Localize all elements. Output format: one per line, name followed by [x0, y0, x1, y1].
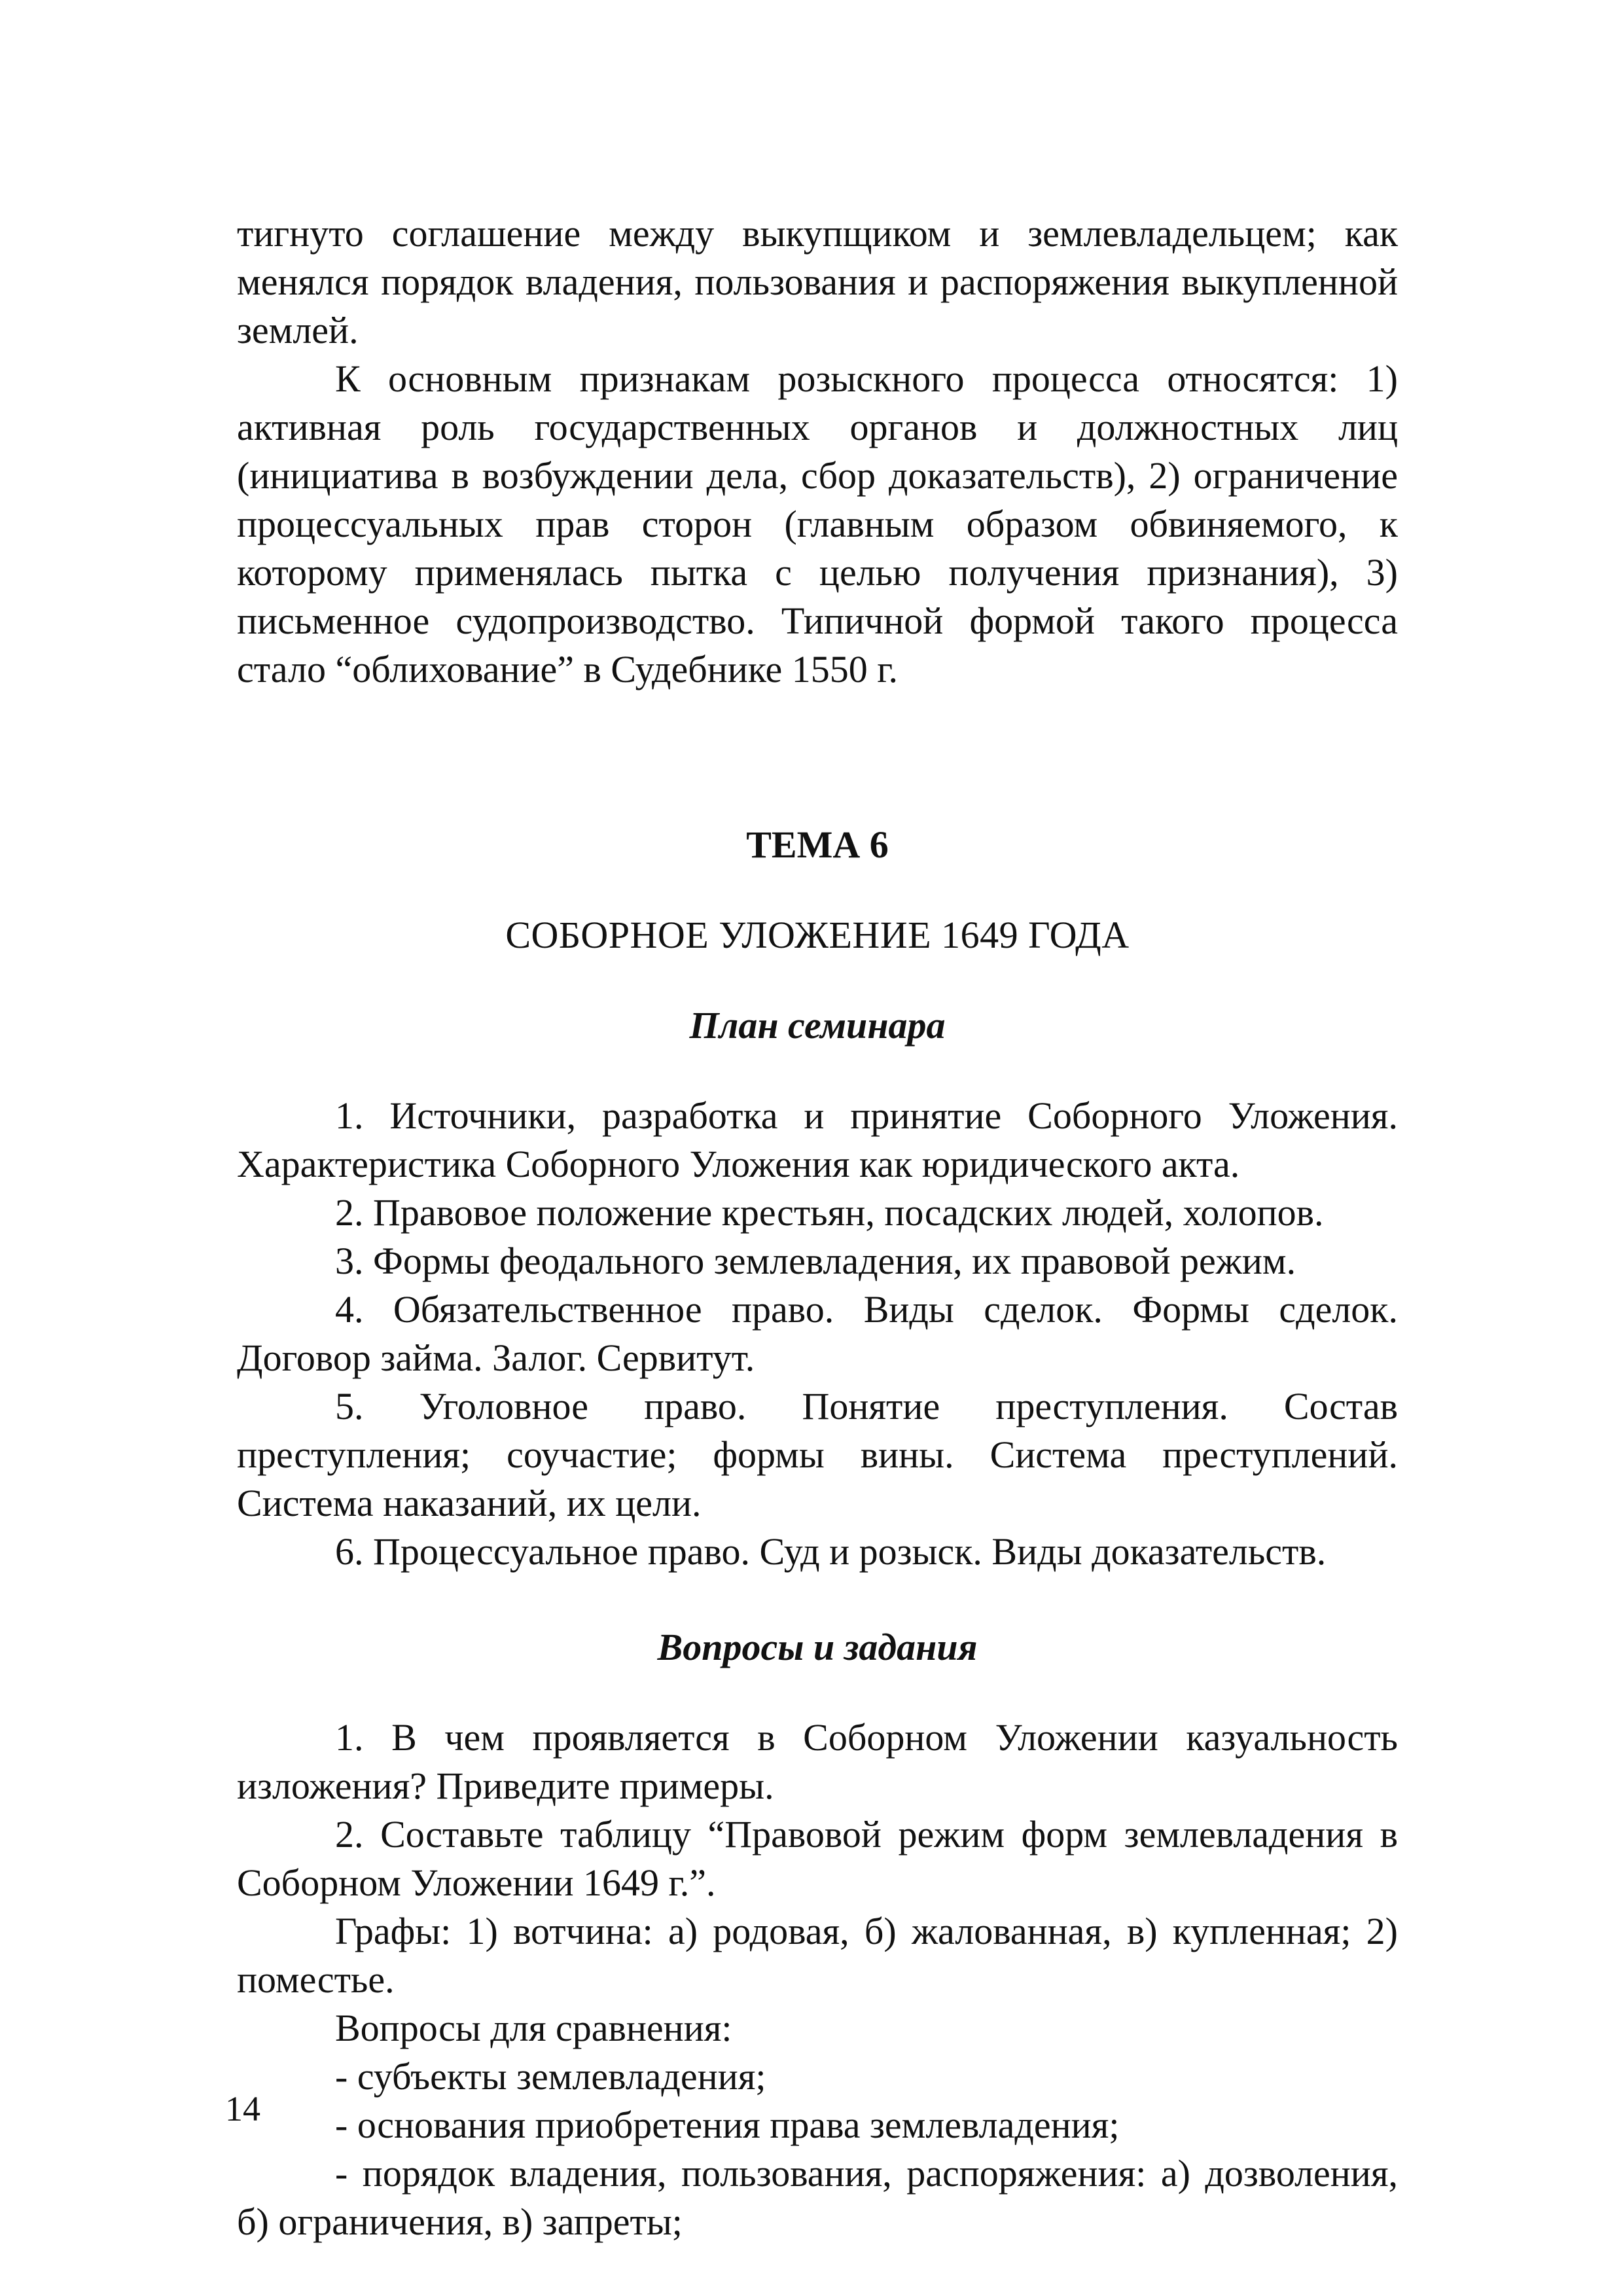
- seminar-plan-item: 4. Обязательственное право. Виды сделок. Формы сделок. Договор займа. Залог. Сервитут.: [237, 1288, 1398, 1379]
- seminar-plan-item: 1. Источники, разработка и принятие Соборного Уложения. Характеристика Соборного Уложения как юридического акта.: [237, 1094, 1398, 1185]
- topic-title: ТЕМА 6: [746, 823, 889, 866]
- question-item: 2. Составьте таблицу “Правовой режим форм землевладения в Соборном Уложении 1649 г.”.: [237, 1813, 1398, 1904]
- question-item: Вопросы для сравнения:: [335, 2007, 732, 2049]
- seminar-plan-item: 6. Процессуальное право. Суд и розыск. Виды доказательств.: [335, 1530, 1327, 1573]
- seminar-plan-item: 5. Уголовное право. Понятие преступления. Состав преступления; соучастие; формы вины. Система преступлений. Система наказаний, их цели.: [237, 1385, 1398, 1524]
- page-number: 14: [225, 2089, 260, 2128]
- question-item: - основания приобретения права землевладения;: [335, 2104, 1120, 2146]
- intro-continuation: тигнуто соглашение между выкупщиком и землевладельцем; как менялся порядок владения, пользования и распоряжения выкупленной землей.: [237, 212, 1398, 351]
- question-item: Графы: 1) вотчина: а) родовая, б) жалованная, в) купленная; 2) поместье.: [237, 1910, 1398, 2001]
- seminar-plan-item: 2. Правовое положение крестьян, посадских людей, холопов.: [335, 1191, 1324, 1234]
- document-page: [237, 209, 1398, 2246]
- seminar-plan-item: 3. Формы феодального землевладения, их правовой режим.: [335, 1240, 1296, 1282]
- seminar-plan-list: [237, 1092, 1398, 1576]
- question-item: - субъекты землевладения;: [335, 2055, 766, 2098]
- intro-paragraph: К основным признакам розыскного процесса относятся: 1) активная роль государственных органов и должностных лиц (инициатива в возбуждении дела, сбор доказательств), 2) ограничение процессуальных прав сторон (главным образом обвиняемого, к которому применялась пытка с целью получения признания), 3) письменное судопроизводство. Типичной формой такого процесса стало “облихование” в Судебнике 1550 г.: [237, 357, 1398, 691]
- question-item: 1. В чем проявляется в Соборном Уложении казуальность изложения? Приведите примеры.: [237, 1716, 1398, 1807]
- question-item: - порядок владения, пользования, распоряжения: а) дозволения, б) ограничения, в) запреты;: [237, 2152, 1398, 2243]
- topic-subtitle: СОБОРНОЕ УЛОЖЕНИЕ 1649 ГОДА: [505, 914, 1130, 956]
- questions-list: [237, 1713, 1398, 2246]
- seminar-plan-heading: План семинара: [689, 1004, 946, 1047]
- questions-heading: Вопросы и задания: [657, 1626, 978, 1668]
